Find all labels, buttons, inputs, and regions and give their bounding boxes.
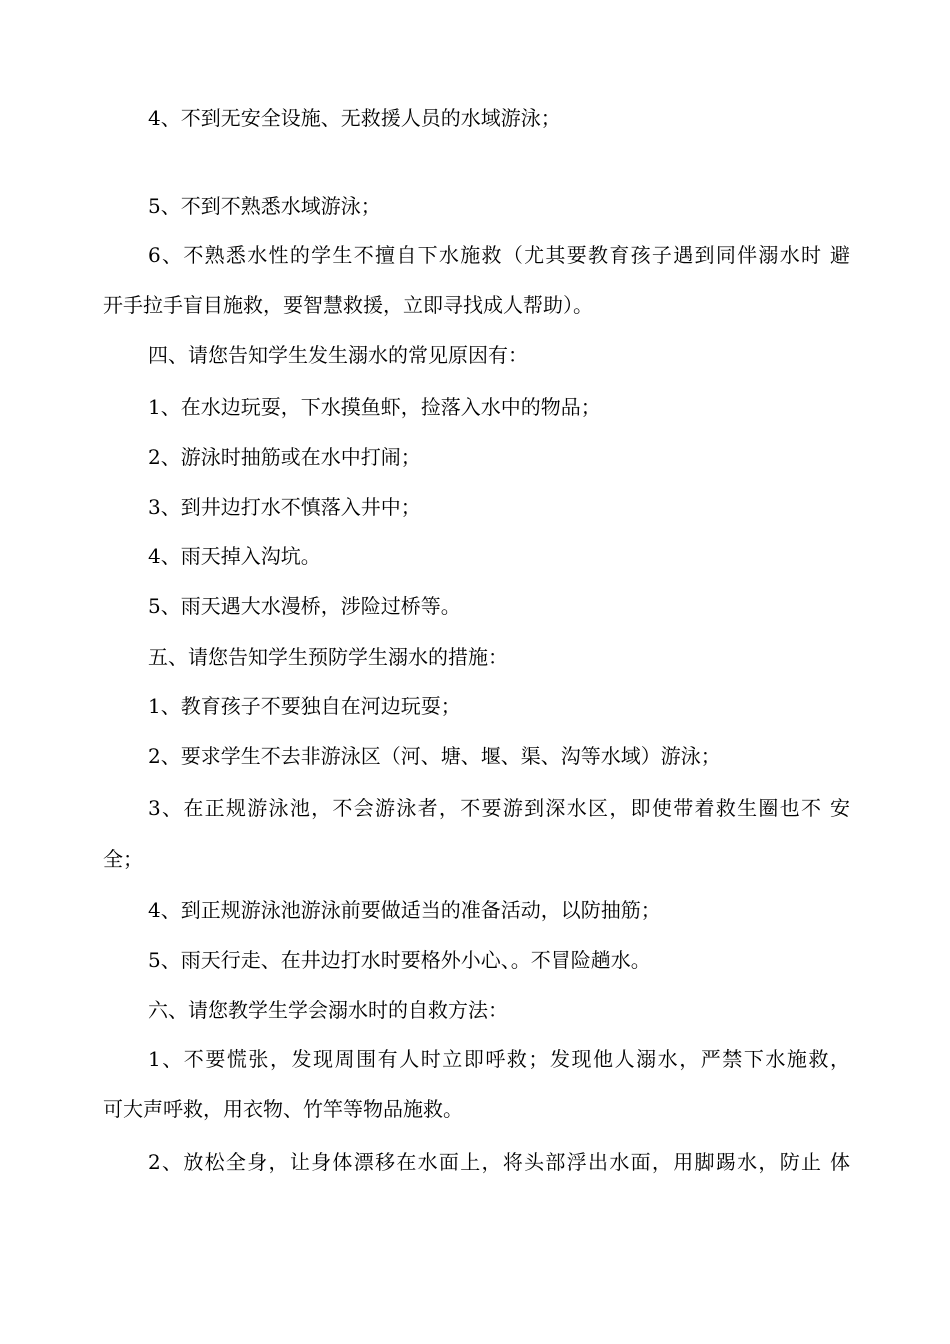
paragraph-line: 2、要求学生不去非游泳区（河、塘、堰、渠、沟等水域）游泳； <box>148 744 721 768</box>
paragraph-line: 1、教育孩子不要独自在河边玩耍； <box>148 694 461 718</box>
section-heading: 四、请您告知学生发生溺水的常见原因有： <box>148 343 528 367</box>
paragraph-line: 5、雨天遇大水漫桥，涉险过桥等。 <box>148 594 461 618</box>
section-heading: 六、请您教学生学会溺水时的自救方法： <box>148 998 508 1022</box>
paragraph-line: 6、不熟悉水性的学生不擅自下水施救（尤其要教育孩子遇到同伴溺水时 避 <box>148 243 850 267</box>
paragraph-line: 2、游泳时抽筋或在水中打闹； <box>148 445 421 469</box>
paragraph-line: 3、到井边打水不慎落入井中； <box>148 495 421 519</box>
paragraph-line: 3、在正规游泳池，不会游泳者，不要游到深水区，即使带着救生圈也不 安 <box>148 796 850 820</box>
paragraph-line: 5、雨天行走、在井边打水时要格外小心、。不冒险趟水。 <box>148 948 651 972</box>
paragraph-line: 4、不到无安全设施、无救援人员的水域游泳； <box>148 106 561 130</box>
paragraph-line: 1、不要慌张，发现周围有人时立即呼救；发现他人溺水，严禁下水施救， <box>148 1047 850 1071</box>
paragraph-line: 可大声呼救，用衣物、竹竿等物品施救。 <box>103 1097 463 1121</box>
paragraph-line: 1、在水边玩耍，下水摸鱼虾，捡落入水中的物品； <box>148 395 601 419</box>
section-heading: 五、请您告知学生预防学生溺水的措施： <box>148 645 508 669</box>
paragraph-line: 4、雨天掉入沟坑。 <box>148 544 321 568</box>
paragraph-line: 5、不到不熟悉水域游泳； <box>148 194 381 218</box>
paragraph-line: 4、到正规游泳池游泳前要做适当的准备活动，以防抽筋； <box>148 898 661 922</box>
paragraph-line: 开手拉手盲目施救，要智慧救援，立即寻找成人帮助）。 <box>103 293 593 317</box>
paragraph-line: 2、放松全身，让身体漂移在水面上，将头部浮出水面，用脚踢水，防止 体 <box>148 1150 850 1174</box>
paragraph-line: 全； <box>103 847 143 871</box>
